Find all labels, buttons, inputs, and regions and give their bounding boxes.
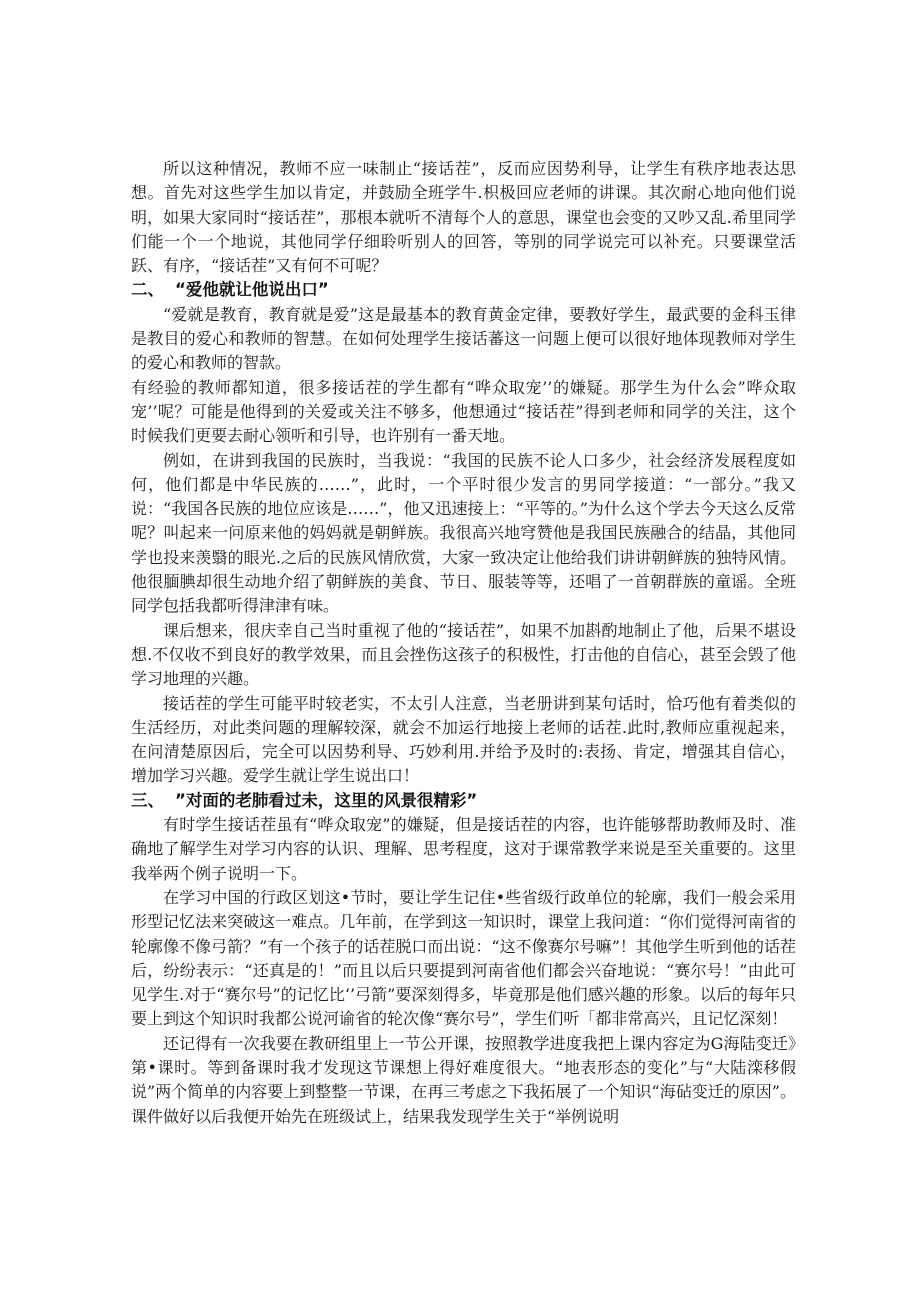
document-body xyxy=(131,157,796,1129)
section-number: 三、 xyxy=(131,790,164,810)
section-title: “爱他就让他说出口” xyxy=(175,280,329,300)
body-paragraph: 有经验的教师都知道，很多接话茬的学生都有“哗众取宠’’的嫌疑。那学生为什么会”哗众取宠’’呢？可能是他得到的关爱或关注不够多，他想通过“接话茬”得到老师和同学的关注，这个时候我们更要去耐心领听和引导，也许别有一番天地。 xyxy=(131,377,796,446)
body-paragraph: 课后想来，很庆幸自己当时重视了他的“接话茬”，如果不加斟酌地制止了他，后果不堪设想.不仅收不到良好的教学效果，而且会挫伤这孩子的积极性，打击他的自信心，甚至会毁了他学习地理的兴趣。 xyxy=(131,620,796,689)
body-paragraph: 还记得有一次我要在教研组里上一节公开课，按照教学进度我把上课内容定为G海陆变迁》第•课时。等到备课时我才发现这节课想上得好难度很大。“地表形态的变化”与“大陆滦移假说”两个简单的内容要上到整整一节课，在再三考虑之下我拓展了一个知识“海砧变迁的原因”。课件做好以后我便开始先在班级试上，结果我发现学生关于“举例说明 xyxy=(131,1033,796,1126)
body-paragraph: 在学习中国的行政区划这•节时，要让学生记住•些省级行政单位的轮廓，我们一般会采用形型记忆法来突破这一难点。几年前，在学到这一知识时，课堂上我问道：“你们觉得河南省的轮廓像不像弓箭？”有一个孩子的话茬脱口而出说：“这不像赛尔号嘛”！其他学生听到他的话茬后，纷纷表示：“还真是的！”而且以后只要提到河南省他们都会兴奋地说：“赛尔号！”由此可见学生.对于“赛尔号”的记忆比‘’弓箭”要深刻得多，毕竟那是他们感兴趣的形象。以后的每年只要上到这个知识时我都公说河谕省的轮次像“赛尔号”，学生们听「都非常高兴，且记忆深刻！ xyxy=(131,887,796,1029)
body-paragraph: 接话茬的学生可能平时较老实，不太引人注意，当老册讲到某句话时，恰巧他有着类似的生活经历，对此类问题的理解较深，就会不加运行地接上老师的话茬.此时,教师应重视起来，在问清楚原因后，完全可以因势利导、巧妙利用.并给予及时的:表扬、肯定，增强其自信心，增加学习兴趣。爱学生就让学生说出口！ xyxy=(131,693,796,786)
section-number: 二、 xyxy=(131,280,164,300)
body-paragraph: 所以这种情况，教师不应一味制止“接话茬”，反而应因势利导，让学生有秩序地表达思想。首先对这些学生加以肯定，并鼓励全班学牛.枳极回应老师的讲课。其次耐心地向他们说明，如果大家同时“接话茬”，那根本就听不清每个人的意思，课堂也会变的又吵又乱.希里同学们能一个一个地说，其他同学仔细聆听别人的回答，等别的同学说完可以补充。只要课堂活跃、有序，“接话茬”又有何不可呢？ xyxy=(131,159,796,276)
section-heading xyxy=(131,278,796,302)
body-paragraph: 有时学生接话茬虽有“哗众取宠”的嫌疑，但是接话茬的内容，也许能够帮助教师及时、准确地了解学生对学习内容的认识、理解、思考程度，这对于课常教学来说是至关重要的。这里我举两个例子说明一下。 xyxy=(131,815,796,883)
section-title: ”对面的老肺看过未，这里的风景很精彩” xyxy=(175,790,478,810)
body-paragraph: “爱就是教育，教育就是爱”这是最基本的教育黄金定律，要教好学生，最武要的金科玉律是教目的爱心和教师的智慧。在如何处理学生接话蕃这一问题上便可以很好地体现教师对学生的爱心和教师的智款。 xyxy=(131,304,796,373)
section-heading xyxy=(131,789,796,813)
body-paragraph: 例如，在讲到我国的民族时，当我说：“我国的民族不论人口多少，社会经济发展程度如何，他们都是中华民族的……”，此时，一个平时很少发言的男同学接道：“一部分。”我又说：“我国各民族的地位应该是……”，他又迅速接上：“平等的。”为什么这个学去今天这么反常呢？叫起来一问原来他的妈妈就是朝鲜族。我很高兴地穹赞他是我国民族融合的结晶，其他同学也投来羡翳的眼光.之后的民族风情欣赏，大家一致决定让他给我们讲讲朝鲜族的独特风情。他很腼腆却很生动地介绍了朝鲜族的美食、节日、服装等等，还唱了一首朝群族的童谣。全班同学包括我都听得津津有味。 xyxy=(131,450,796,616)
